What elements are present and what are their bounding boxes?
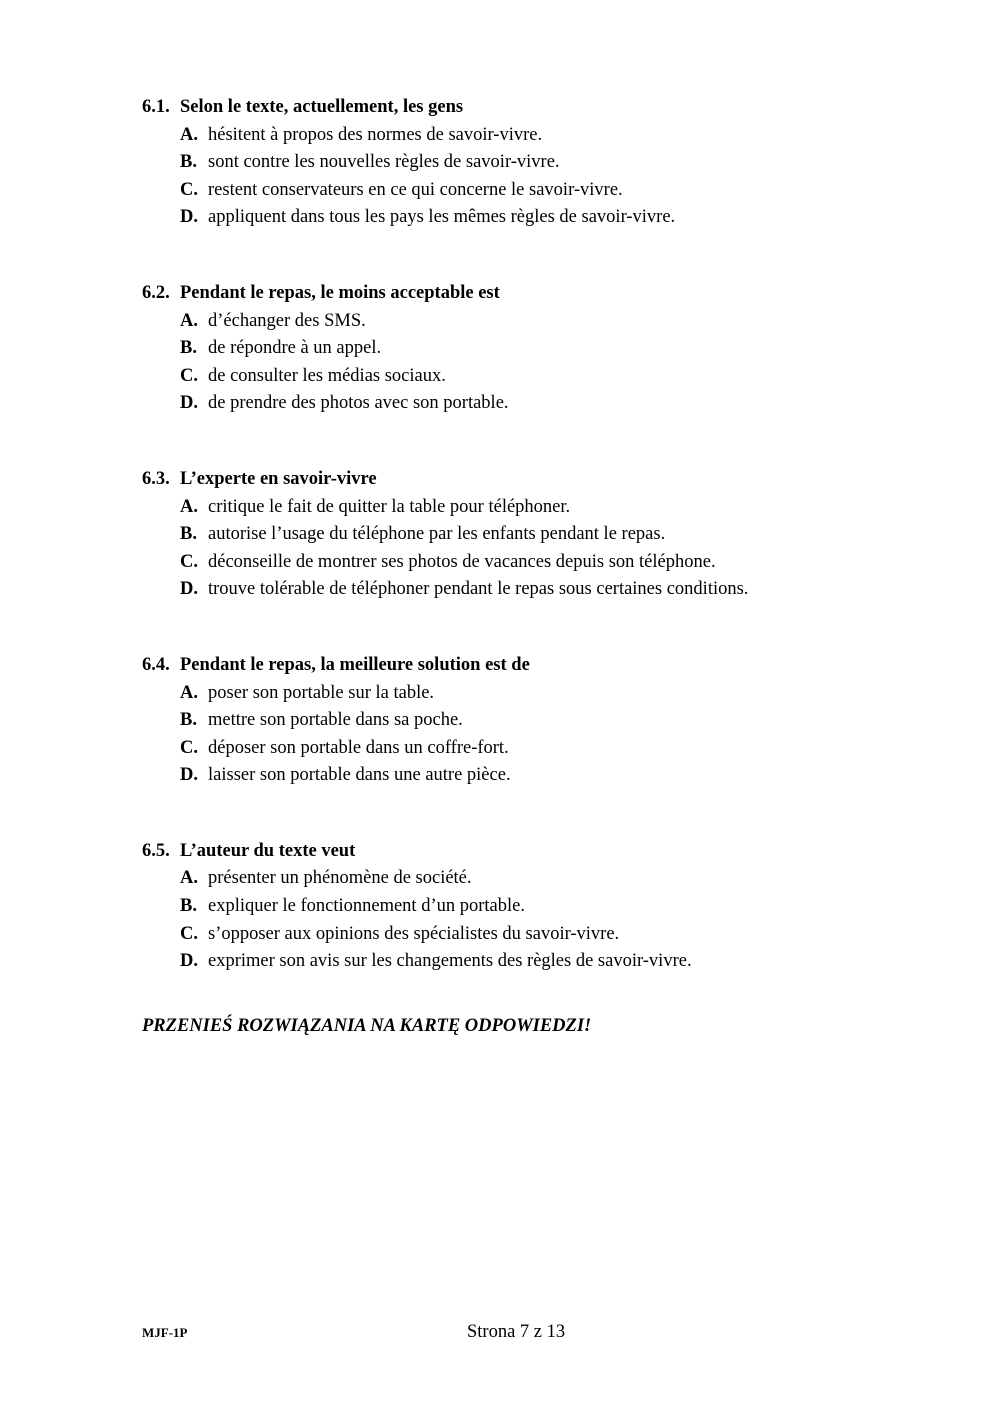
option-text: restent conservateurs en ce qui concerne le savoir-vivre. <box>208 179 623 200</box>
answer-option-a <box>180 494 922 522</box>
question-header <box>142 466 922 494</box>
question-number: 6.4. <box>142 654 170 675</box>
answer-options <box>142 122 922 232</box>
option-text: appliquent dans tous les pays les mêmes règles de savoir-vivre. <box>208 207 676 228</box>
option-letter: C. <box>180 737 198 758</box>
option-letter: C. <box>180 551 198 572</box>
question-header <box>142 280 922 308</box>
option-text: sont contre les nouvelles règles de savoir-vivre. <box>208 152 560 173</box>
answer-option-a <box>180 680 922 708</box>
option-letter: B. <box>180 710 197 731</box>
option-letter: A. <box>180 496 198 517</box>
answer-option-a <box>180 122 922 150</box>
question-stem: Selon le texte, actuellement, les gens <box>180 97 464 117</box>
question-6-4 <box>142 652 922 790</box>
answer-option-d <box>180 576 922 604</box>
question-header <box>142 94 922 122</box>
option-text: déconseille de montrer ses photos de vacances depuis son téléphone. <box>208 551 716 572</box>
question-number: 6.2. <box>142 282 170 303</box>
answer-options <box>142 680 922 790</box>
option-letter: B. <box>180 338 197 359</box>
answer-option-b <box>180 521 922 549</box>
option-text: de prendre des photos avec son portable. <box>208 393 509 414</box>
option-letter: A. <box>180 124 198 145</box>
option-letter: B. <box>180 524 197 545</box>
option-letter: D. <box>180 765 198 786</box>
answer-option-c <box>180 921 922 949</box>
question-header <box>142 652 922 680</box>
answer-option-b <box>180 335 922 363</box>
answer-options <box>142 865 922 975</box>
option-letter: D. <box>180 951 198 972</box>
answer-option-c <box>180 363 922 391</box>
option-letter: C. <box>180 179 198 200</box>
question-stem: Pendant le repas, le moins acceptable est <box>180 282 500 303</box>
option-text: hésitent à propos des normes de savoir-vivre. <box>208 124 543 145</box>
answer-transfer-instruction: PRZENIEŚ ROZWIĄZANIA NA KARTĘ ODPOWIEDZI! <box>142 1016 592 1036</box>
option-letter: A. <box>180 310 198 331</box>
exam-code: MJF-1P <box>142 1325 188 1340</box>
answer-option-c <box>180 549 922 577</box>
answer-option-d <box>180 948 922 976</box>
option-letter: B. <box>180 896 197 917</box>
option-text: autorise l’usage du téléphone par les enfants pendant le repas. <box>208 524 666 545</box>
answer-option-c <box>180 735 922 763</box>
answer-option-d <box>180 204 922 232</box>
answer-option-a <box>180 865 922 893</box>
option-text: de consulter les médias sociaux. <box>208 365 446 386</box>
question-6-5 <box>142 838 922 976</box>
question-stem: L’auteur du texte veut <box>180 840 356 861</box>
answer-option-a <box>180 308 922 336</box>
option-text: mettre son portable dans sa poche. <box>208 710 463 731</box>
option-text: laisser son portable dans une autre pièce. <box>208 765 511 786</box>
answer-options <box>142 494 922 604</box>
option-letter: A. <box>180 868 198 889</box>
question-number: 6.5. <box>142 840 170 861</box>
question-6-3 <box>142 466 922 604</box>
question-header <box>142 838 922 866</box>
question-6-1 <box>142 94 922 232</box>
option-text: critique le fait de quitter la table pour téléphoner. <box>208 496 571 517</box>
option-text: de répondre à un appel. <box>208 338 382 359</box>
option-text: d’échanger des SMS. <box>208 310 366 331</box>
answer-option-d <box>180 762 922 790</box>
question-6-2 <box>142 280 922 418</box>
answer-option-b <box>180 149 922 177</box>
option-text: déposer son portable dans un coffre-fort. <box>208 737 509 758</box>
answer-option-d <box>180 390 922 418</box>
option-text: présenter un phénomène de société. <box>208 868 472 889</box>
question-number: 6.1. <box>142 97 170 117</box>
option-letter: D. <box>180 207 198 228</box>
question-number: 6.3. <box>142 468 170 489</box>
option-text: trouve tolérable de téléphoner pendant le repas sous certaines conditions. <box>208 579 749 600</box>
option-letter: C. <box>180 365 198 386</box>
option-letter: B. <box>180 152 197 173</box>
answer-option-b <box>180 893 922 921</box>
option-text: expliquer le fonctionnement d’un portable. <box>208 896 525 917</box>
option-text: s’opposer aux opinions des spécialistes du savoir-vivre. <box>208 923 620 944</box>
page-number: Strona 7 z 13 <box>467 1322 566 1342</box>
question-stem: Pendant le repas, la meilleure solution est de <box>180 654 530 675</box>
option-letter: A. <box>180 682 198 703</box>
option-text: exprimer son avis sur les changements des règles de savoir-vivre. <box>208 951 692 972</box>
option-text: poser son portable sur la table. <box>208 682 435 703</box>
option-letter: C. <box>180 923 198 944</box>
answer-option-c <box>180 177 922 205</box>
option-letter: D. <box>180 393 198 414</box>
question-stem: L’experte en savoir-vivre <box>180 468 377 489</box>
question-list <box>142 94 922 976</box>
option-letter: D. <box>180 579 198 600</box>
answer-options <box>142 308 922 418</box>
answer-option-b <box>180 707 922 735</box>
